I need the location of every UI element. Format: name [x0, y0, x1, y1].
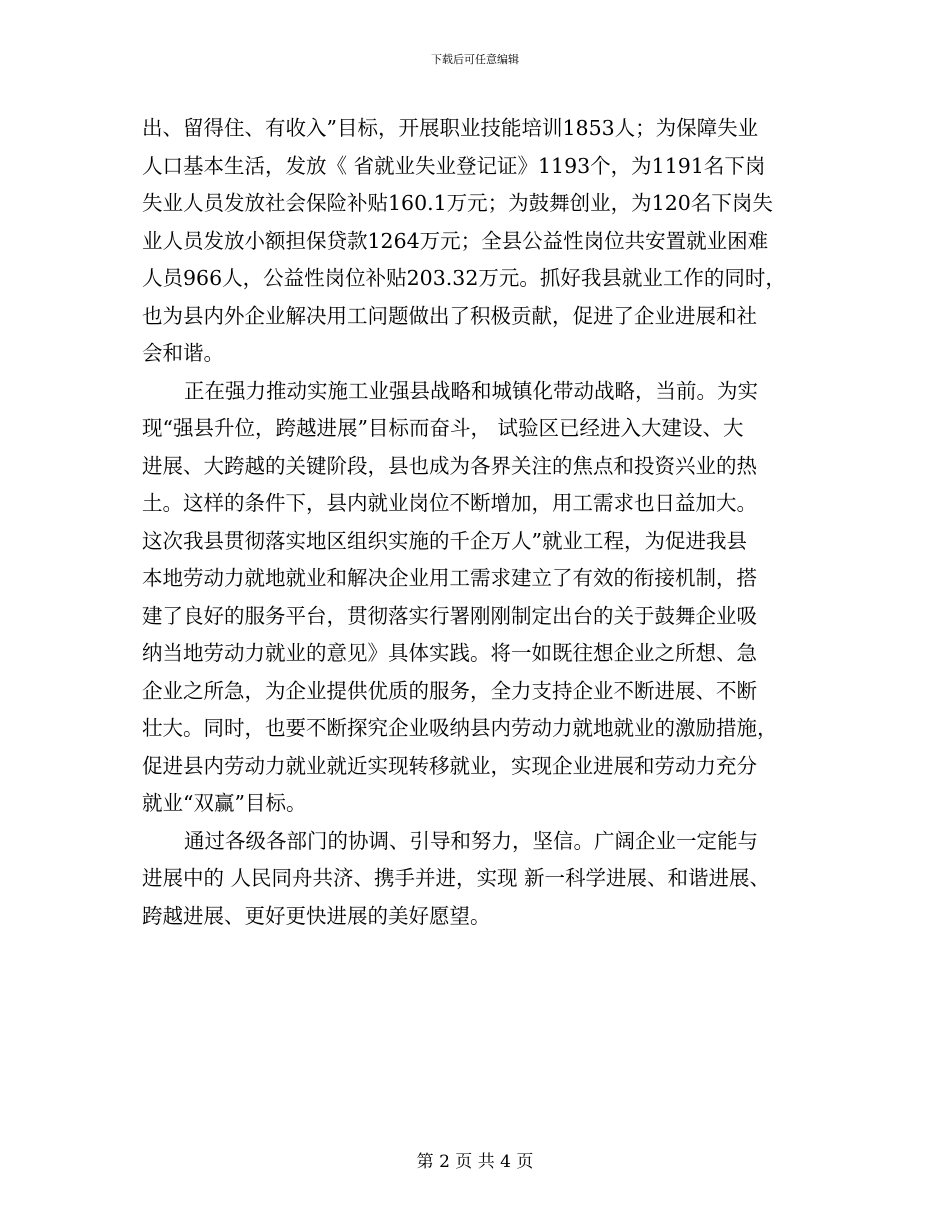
text-line: 业人员发放小额担保贷款1264万元；全县公益性岗位共安置就业困难 [142, 228, 769, 253]
text-line: 人员966人，公益性岗位补贴203.32万元。抓好我县就业工作的同时， [142, 266, 786, 290]
text-line: 也为县内外企业解决用工问题做出了积极贡献，促进了企业进展和社 [142, 303, 757, 328]
text-line: 纳当地劳动力就业的意见》具体实践。将一如既往想企业之所想、急 [142, 641, 757, 665]
text-line: 壮大。同时，也要不断探究企业吸纳县内劳动力就地就业的激励措施， [142, 716, 778, 740]
text-line: 进展中的 人民同舟共济、携手并进，实现 新一科学进展、和谐进展、 [142, 866, 771, 890]
text-line: 进展、大跨越的关键阶段，县也成为各界关注的焦点和投资兴业的热 [142, 453, 757, 478]
text-line: 建了良好的服务平台，贯彻落实行署刚刚制定出台的关于鼓舞企业吸 [142, 603, 757, 628]
text-line: 人口基本生活，发放《 省就业失业登记证》1193个，为1191名下岗 [142, 153, 766, 178]
text-line: 失业人员发放社会保险补贴160.1万元；为鼓舞创业，为120名下岗失 [142, 191, 773, 215]
text-line: 会和谐。 [142, 341, 224, 365]
text-line: 这次我县贯彻落实地区组织实施的千企万人”就业工程，为促进我县 [142, 528, 747, 553]
page-header: 下载后可任意编辑 [431, 53, 519, 66]
text-line: 土。这样的条件下，县内就业岗位不断增加，用工需求也日益加大。 [142, 491, 757, 515]
text-line: 通过各级各部门的协调、引导和努力，坚信。广阔企业一定能与 [184, 828, 758, 853]
paragraph-2 [142, 373, 832, 823]
paragraph-3 [142, 823, 832, 936]
text-line: 正在强力推动实施工业强县战略和城镇化带动战略，当前。为实 [184, 378, 758, 403]
text-line: 促进县内劳动力就业就近实现转移就业，实现企业进展和劳动力充分 [142, 753, 757, 778]
body-text [142, 110, 832, 935]
page-footer: 第 2 页 共 4 页 [416, 1152, 534, 1172]
paragraph-1 [142, 110, 832, 373]
text-line: 本地劳动力就地就业和解决企业用工需求建立了有效的衔接机制，搭 [142, 566, 757, 590]
text-line: 出、留得住、有收入”目标，开展职业技能培训1853人；为保障失业 [142, 116, 759, 140]
text-line: 企业之所急，为企业提供优质的服务，全力支持企业不断进展、不断 [142, 678, 757, 703]
text-line: 跨越进展、更好更快进展的美好愿望。 [142, 903, 491, 928]
text-line: 现“强县升位，跨越进展”目标而奋斗， 试验区已经进入大建设、大 [142, 416, 744, 440]
text-line: 就业“双赢”目标。 [142, 791, 307, 815]
